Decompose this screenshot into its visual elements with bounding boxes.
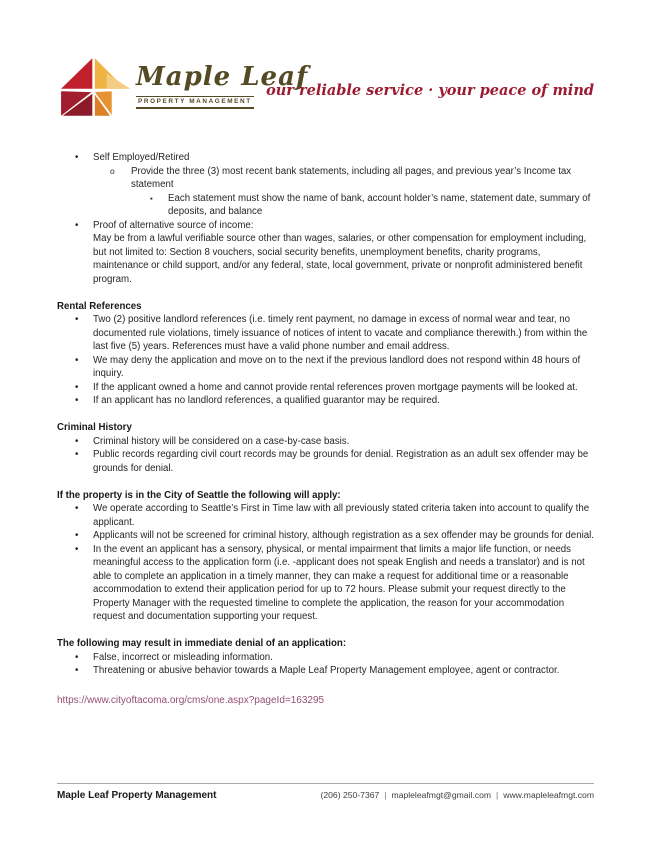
document-body [57, 151, 594, 707]
list-item-text: Provide the three (3) most recent bank statements, including all pages, and previous year’s Income tax statement [131, 165, 572, 190]
company-tagline: our reliable service · your peace of mind [266, 82, 594, 99]
bullet-disc-icon: • [75, 665, 79, 676]
list-item [57, 529, 594, 543]
list-item [57, 381, 594, 395]
cityoftacoma-link[interactable]: https://www.cityoftacoma.org/cms/one.aspx?pageId=163295 [57, 694, 325, 706]
bullet-disc-icon: • [75, 354, 79, 366]
list-item-text: Proof of alternative source of income: [93, 219, 254, 231]
bullet-disc-icon: • [75, 543, 79, 555]
bullet-disc-icon: • [75, 530, 79, 541]
house-logo-icon [56, 56, 132, 118]
bullet-square-icon: ▪ [150, 193, 153, 203]
footer-phone: (206) 250-7367 [320, 790, 380, 800]
list-item [57, 502, 594, 529]
document-section [57, 637, 594, 678]
list-item-text: In the event an applicant has a sensory, physical, or mental impairment that limits a major life function, or needs meaningful access to the application form (i.e. -applicant does not speak English and needs a translator) and is not able to complete an application in a timely manner, they can make a request for additional time or a reasonable accommodation to extend their application period for up to 72 hours. Please submit your request directly to the Property Manager with the requested timeline to complete the application, the reason for your accommodation request and documentation supporting your request. [93, 543, 585, 622]
list-item-text: Applicants will not be screened for criminal history, although registration as a sex offender may be grounds for denial. [93, 530, 594, 541]
footer-email: mapleleafmgt@gmail.com [391, 790, 492, 800]
list-item [57, 448, 594, 475]
bullet-disc-icon: • [75, 314, 79, 325]
section-heading: Criminal History [57, 422, 132, 433]
list-item-text: We operate according to Seattle’s First in Time law with all previously stated criteria taken into account to qualify the applicant. [93, 503, 590, 528]
bullet-disc-icon: • [75, 503, 79, 514]
list-item [57, 219, 594, 233]
footer-contact-info [321, 790, 594, 800]
bullet-disc-icon: • [75, 152, 79, 163]
bullet-disc-icon: • [75, 395, 79, 406]
footer-company-name: Maple Leaf Property Management [57, 790, 217, 801]
list-item-text: Threatening or abusive behavior towards a Maple Leaf Property Management employee, agent or contractor. [93, 665, 560, 676]
page-footer [57, 783, 594, 801]
footer-separator: | [496, 790, 499, 800]
bullet-disc-icon: • [75, 219, 79, 231]
list-item [57, 354, 594, 381]
list-item [57, 435, 594, 449]
list-item [57, 192, 594, 219]
list-item [57, 543, 594, 624]
document-section [57, 421, 594, 475]
list-item-text: Criminal history will be considered on a case-by-case basis. [93, 435, 350, 447]
document-section [57, 489, 594, 624]
list-item [57, 651, 594, 665]
list-item-continuation: May be from a lawful verifiable source other than wages, salaries, or other compensation for employment including, but not limited to: Section 8 vouchers, social security benefits, unemployment benefits, charity programs, maintenance or child support, and/or any federal, state, local government, private or nonprofit administered benefit program. [93, 233, 587, 285]
list-item [57, 313, 594, 354]
brand-name: Maple Leaf [136, 62, 309, 92]
footer-separator: | [384, 790, 387, 800]
list-item-text: Two (2) positive landlord references (i.e. timely rent payment, no damage in excess of normal wear and tear, no documented rule violations, timely issuance of notices of intent to vacate and compliance therewith.) from within the last five (5) years. References must have a valid phone number and email address. [93, 314, 588, 352]
list-item-text: False, incorrect or misleading information. [93, 651, 273, 663]
section-heading: Rental References [57, 300, 142, 312]
bullet-disc-icon: • [75, 651, 79, 663]
section-heading: If the property is in the City of Seattle the following will apply: [57, 489, 341, 501]
section-heading: The following may result in immediate denial of an application: [57, 638, 347, 649]
bullet-disc-icon: • [75, 435, 79, 447]
list-item [57, 165, 594, 192]
footer-website: www.mapleleafmgt.com [503, 790, 594, 800]
list-item-text: Each statement must show the name of bank, account holder’s name, statement date, summary of deposits, and balance [168, 192, 591, 217]
list-item-text: If the applicant owned a home and cannot provide rental references proven mortgage payments will be looked at. [93, 381, 578, 393]
list-item-text: Public records regarding civil court records may be grounds for denial. Registration as an adult sex offender may be grounds for denial. [93, 449, 589, 474]
list-item-text: We may deny the application and move on to the next if the previous landlord does not respond within 48 hours of inquiry. [93, 354, 581, 379]
brand-subtitle: PROPERTY MANAGEMENT [136, 96, 254, 109]
document-sections [57, 151, 594, 678]
document-section [57, 300, 594, 408]
bullet-disc-icon: • [75, 449, 79, 460]
list-item [57, 664, 594, 678]
bullet-circle-icon: o [110, 165, 115, 176]
bullet-disc-icon: • [75, 381, 79, 393]
list-item-text: Self Employed/Retired [93, 152, 190, 163]
document-section [57, 151, 594, 286]
list-item [57, 151, 594, 165]
list-item-text: If an applicant has no landlord references, a qualified guarantor may be required. [93, 395, 440, 406]
list-item [57, 394, 594, 408]
